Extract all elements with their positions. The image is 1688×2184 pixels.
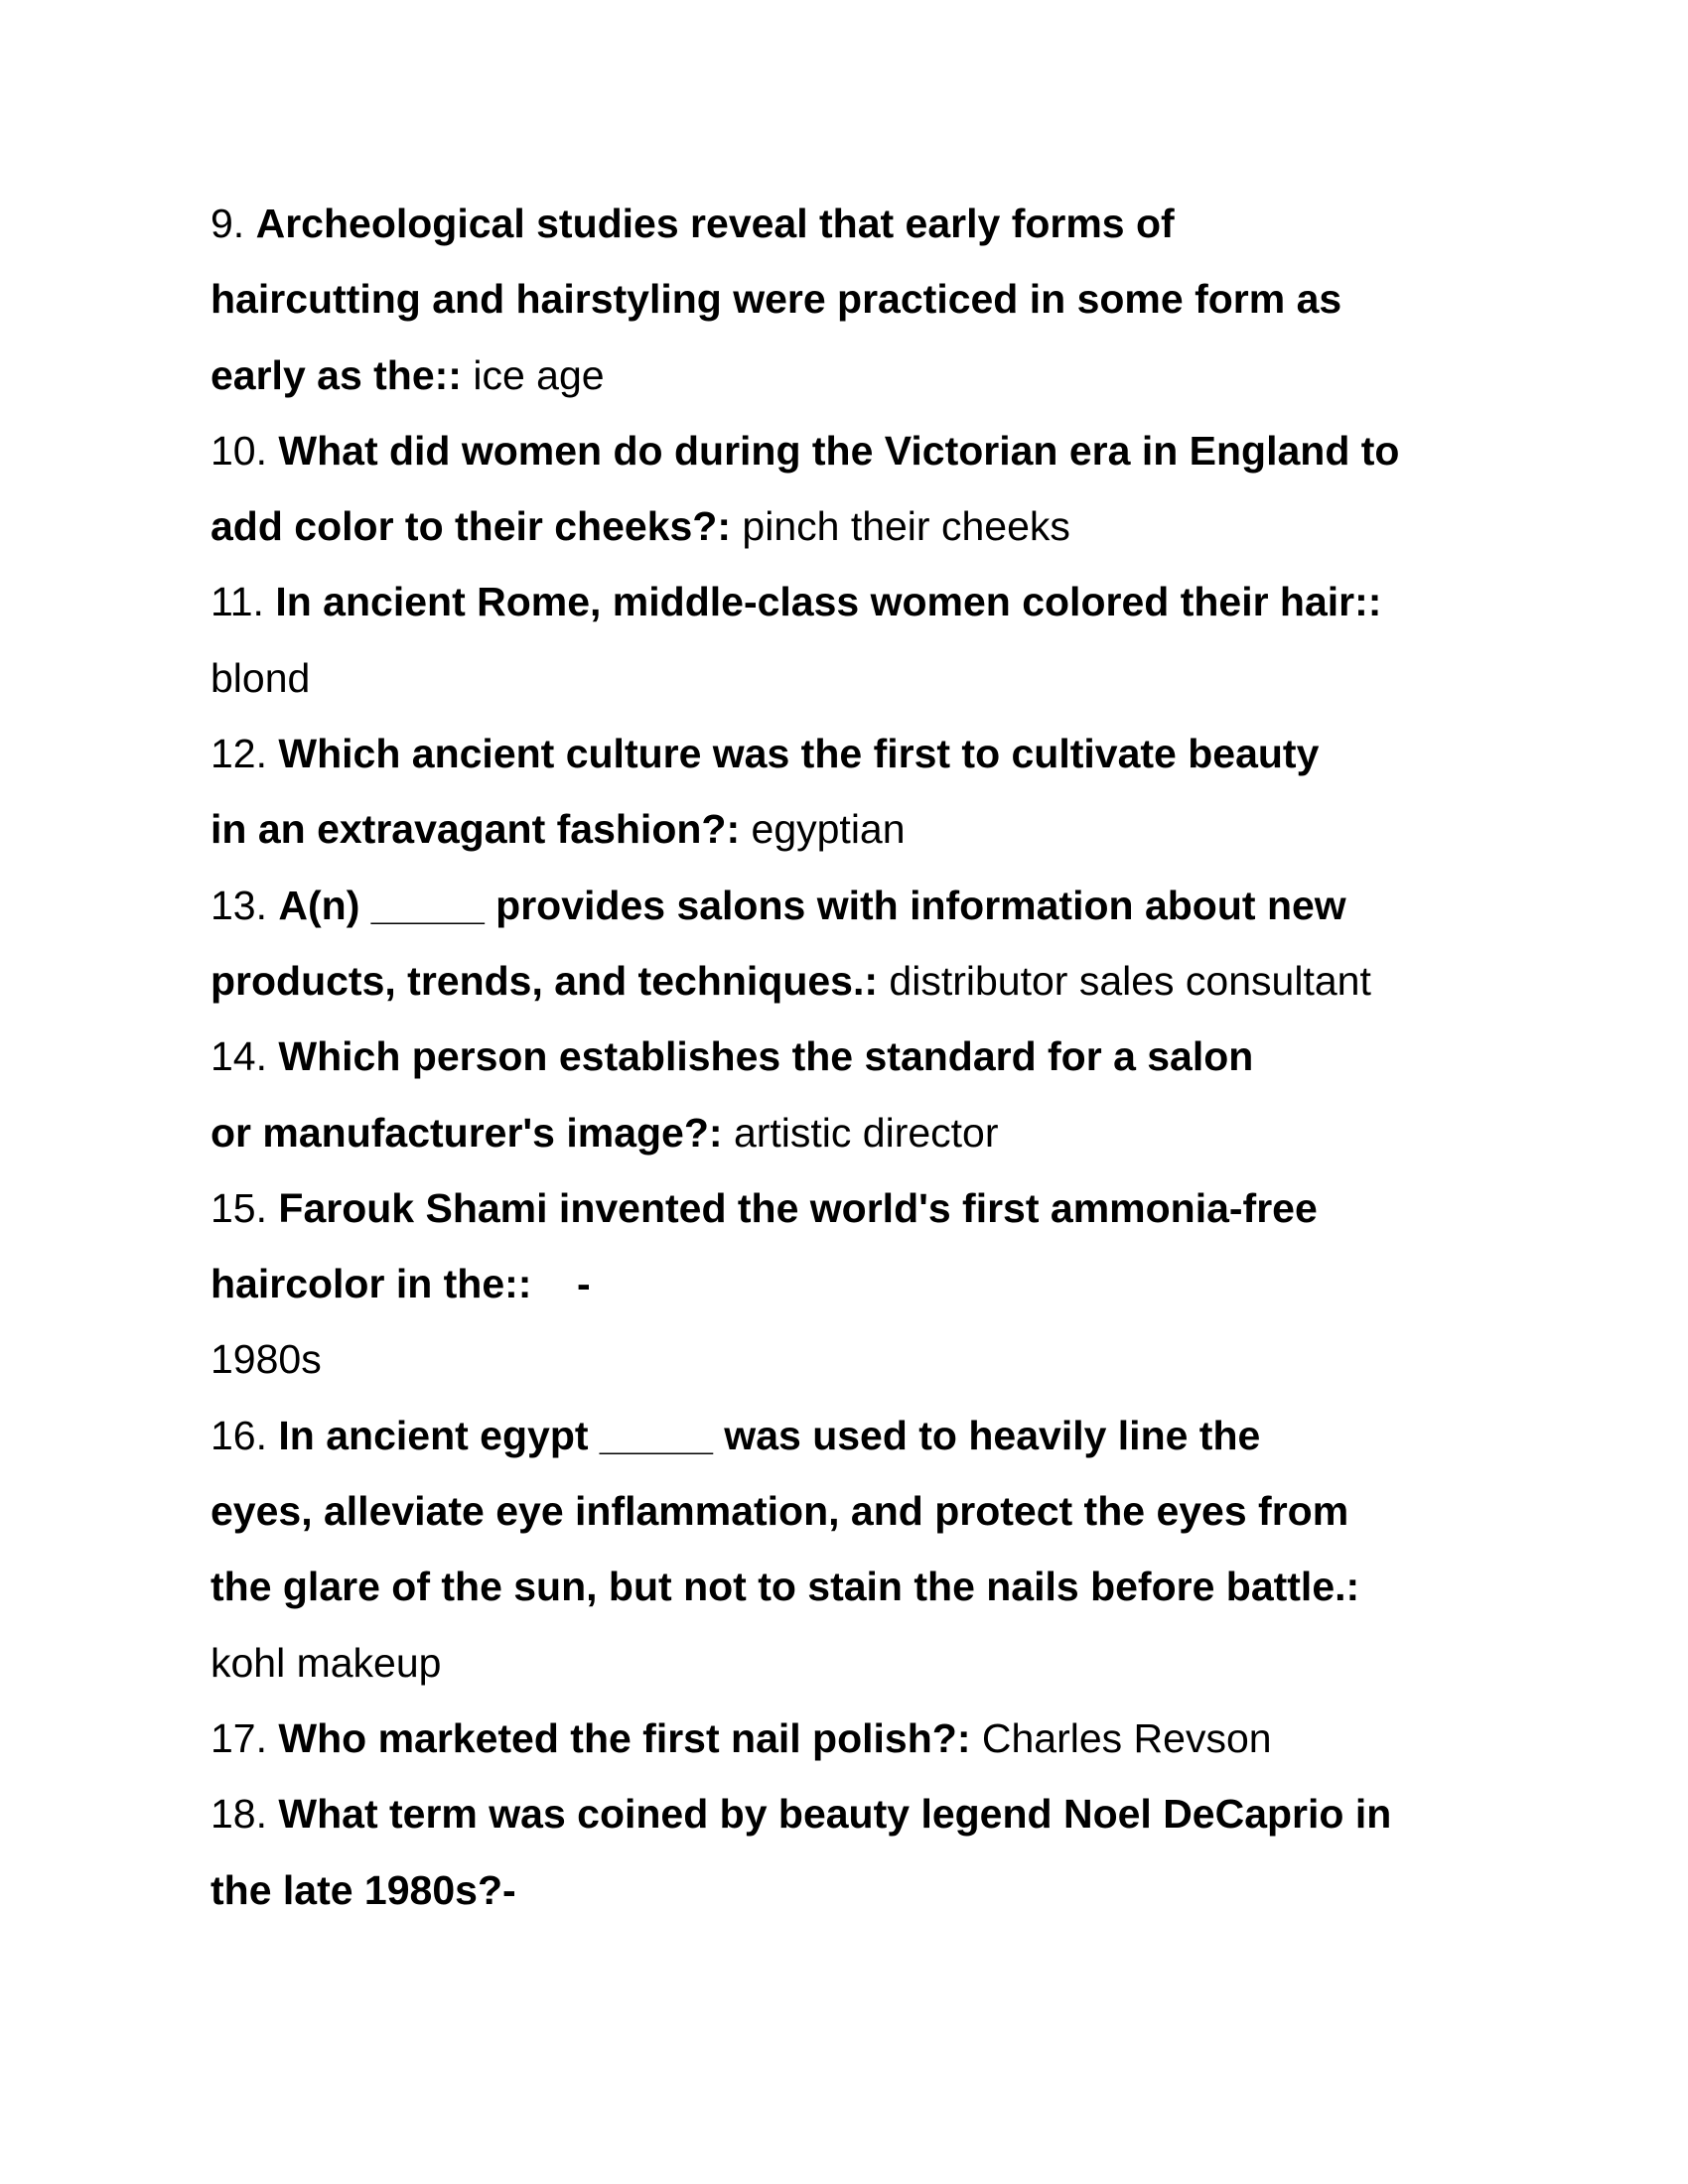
question-number: 16. — [211, 1412, 267, 1458]
document-page — [211, 186, 1501, 1928]
answer-text: Charles Revson — [981, 1714, 1272, 1761]
question-text: eyes, alleviate eye inflammation, and protect the eyes from — [211, 1488, 1349, 1535]
question-text: early as the:: — [211, 351, 462, 398]
answer-text: 1980s — [211, 1336, 322, 1383]
question-text: Who marketed the first nail polish?: — [278, 1714, 971, 1761]
question-text: Archeological studies reveal that early forms of — [255, 201, 1175, 246]
answer-text: artistic director — [733, 1109, 999, 1156]
question-line — [211, 791, 1501, 867]
question-item — [211, 1170, 1501, 1398]
question-line — [211, 1095, 1501, 1170]
question-number: 14. — [211, 1033, 267, 1080]
answer-text: ice age — [473, 351, 605, 398]
question-text: Which ancient culture was the first to cultivate beauty — [278, 731, 1320, 777]
question-text: in an extravagant fashion?: — [211, 806, 741, 853]
question-number: 13. — [211, 882, 267, 928]
question-text: What term was coined by beauty legend Noel DeCaprio in — [278, 1791, 1392, 1838]
question-line — [211, 1398, 1501, 1473]
question-line — [211, 716, 1501, 791]
question-text: In ancient egypt _____ was used to heavily line the — [278, 1412, 1261, 1458]
question-line — [211, 1473, 1501, 1549]
question-item — [211, 1019, 1501, 1170]
question-item — [211, 564, 1501, 716]
question-line — [211, 1170, 1501, 1246]
question-text: haircutting and hairstyling were practiced in some form as — [211, 276, 1342, 323]
question-item — [211, 1776, 1501, 1928]
question-line — [211, 1776, 1501, 1851]
question-line — [211, 488, 1501, 564]
question-number: 18. — [211, 1791, 267, 1838]
question-text: the glare of the sun, but not to stain the nails before battle.: — [211, 1564, 1360, 1610]
answer-text: egyptian — [751, 806, 906, 853]
question-number: 12. — [211, 731, 267, 777]
question-text: Farouk Shami invented the world's first ammonia-free — [278, 1184, 1318, 1231]
question-number: 11. — [211, 579, 264, 625]
question-item — [211, 716, 1501, 868]
question-item — [211, 1701, 1501, 1776]
question-number: 15. — [211, 1184, 267, 1231]
question-line — [211, 1246, 1501, 1321]
question-line — [211, 1852, 1501, 1928]
question-line — [211, 186, 1501, 261]
question-number: 9. — [211, 201, 245, 246]
question-text: Which person establishes the standard for a salon — [278, 1033, 1254, 1080]
question-line — [211, 1019, 1501, 1094]
question-text: products, trends, and techniques.: — [211, 957, 879, 1004]
question-text: haircolor in the:: - — [211, 1261, 591, 1307]
question-text: add color to their cheeks?: — [211, 503, 731, 550]
question-number: 10. — [211, 427, 267, 474]
answer-text: distributor sales consultant — [889, 957, 1371, 1004]
question-line — [211, 338, 1501, 413]
question-item — [211, 1398, 1501, 1701]
question-item — [211, 868, 1501, 1020]
answer-text: blond — [211, 654, 311, 701]
question-line — [211, 1549, 1501, 1624]
question-text: or manufacturer's image?: — [211, 1109, 723, 1156]
question-line — [211, 261, 1501, 337]
question-item — [211, 186, 1501, 413]
question-item — [211, 413, 1501, 565]
answer-line — [211, 640, 1501, 716]
answer-line — [211, 1321, 1501, 1397]
question-line — [211, 1701, 1501, 1776]
question-text: In ancient Rome, middle-class women colored their hair:: — [275, 579, 1382, 625]
question-text: the late 1980s?- — [211, 1866, 516, 1913]
question-line — [211, 413, 1501, 488]
question-line — [211, 868, 1501, 943]
question-text: What did women do during the Victorian era in England to — [278, 427, 1400, 474]
question-number: 17. — [211, 1714, 267, 1761]
question-line — [211, 943, 1501, 1019]
answer-line — [211, 1625, 1501, 1701]
answer-text: pinch their cheeks — [742, 503, 1070, 550]
answer-text: kohl makeup — [211, 1639, 442, 1686]
question-text: A(n) _____ provides salons with information about new — [278, 882, 1346, 928]
question-line — [211, 564, 1501, 639]
